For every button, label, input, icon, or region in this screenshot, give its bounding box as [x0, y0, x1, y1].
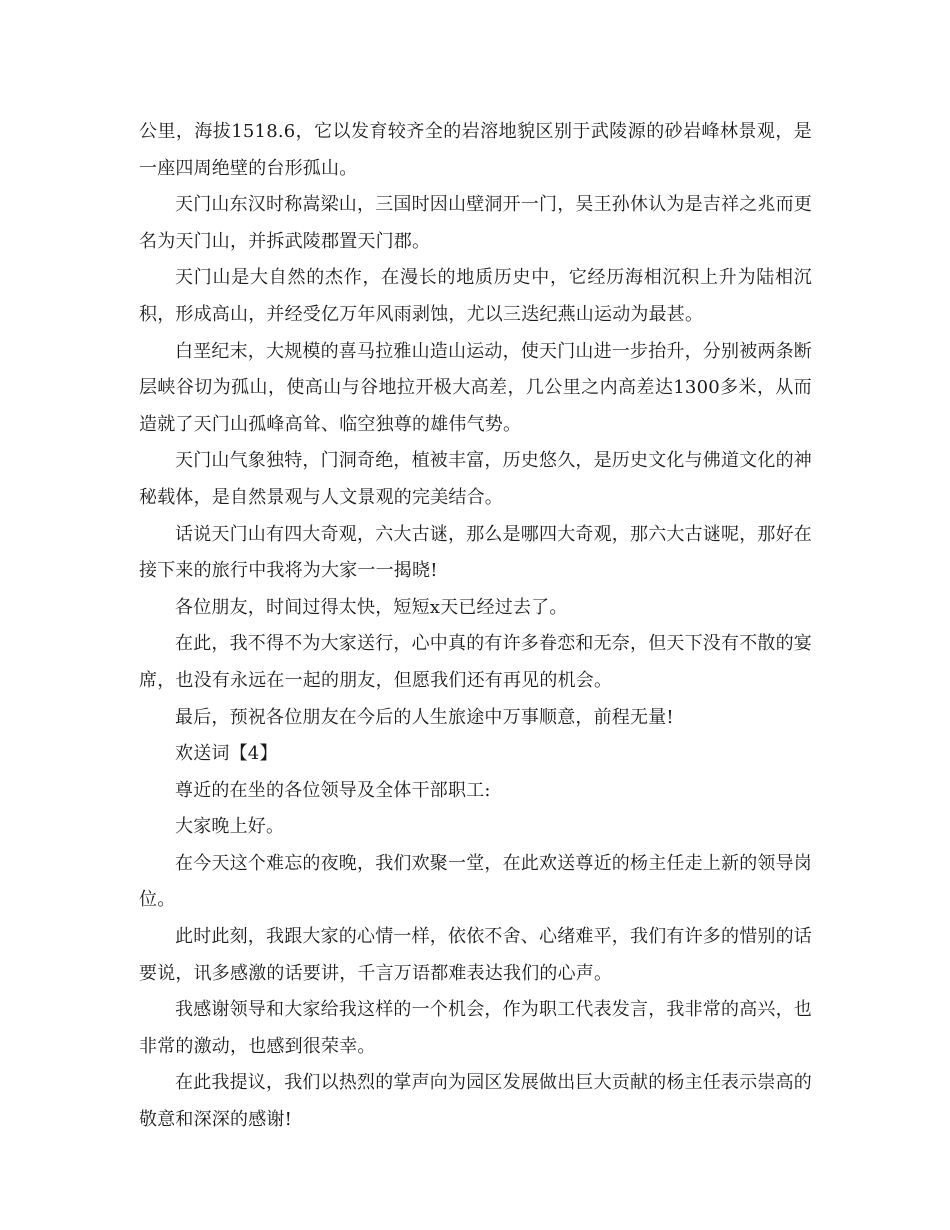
salutation: 尊近的在坐的各位领导及全体干部职工:: [175, 779, 491, 801]
paragraph: 天门山气象独特，门洞奇绝，植被丰富，历史悠久，是历史文化与佛道文化的神秘载体，是自然景观与人文景观的完美结合。: [139, 450, 812, 508]
paragraph: 话说天门山有四大奇观，六大古谜，那么是哪四大奇观，那六大古谜呢，那好在接下来的旅行中我将为大家一一揭晓!: [139, 523, 812, 582]
paragraph: 在此，我不得不为大家送行，心中真的有许多眷恋和无奈，但天下没有不散的宴席，也没有永远在一起的朋友，但愿我们还有再见的机会。: [139, 633, 812, 691]
paragraph: 在今天这个难忘的夜晚，我们欢聚一堂，在此欢送尊近的杨主任走上新的领导岗位。: [139, 852, 812, 911]
paragraph: 在此我提议，我们以热烈的掌声向为园区发展做出巨大贡献的杨主任表示崇高的敬意和深深的感谢!: [139, 1072, 812, 1131]
greeting: 大家晚上好。: [175, 816, 285, 838]
paragraph: 各位朋友，时间过得太快，短短x天已经过去了。: [175, 596, 568, 618]
paragraph: 天门山东汉时称嵩梁山，三国时因山壁洞开一门，吴王孙休认为是吉祥之兆而更名为天门山，并拆武陵郡置天门郡。: [139, 194, 812, 252]
paragraph: 此时此刻，我跟大家的心情一样，依依不舍、心绪难平，我们有许多的惜别的话要说，讯多感激的话要讲，千言万语都难表达我们的心声。: [139, 926, 812, 984]
section-heading: 欢送词【4】: [175, 743, 278, 765]
paragraph: 最后，预祝各位朋友在今后的人生旅途中万事顺意，前程无量!: [175, 706, 674, 728]
paragraph: 白垩纪末，大规模的喜马拉雅山造山运动，使天门山进一步抬升，分别被两条断层峡谷切为孤山，使高山与谷地拉开极大高差，几公里之内高差达1300多米，从而造就了天门山孤峰高耸、临空独尊的雄伟气势。: [139, 340, 812, 435]
paragraph: 天门山是大自然的杰作，在漫长的地质历史中，它经历海相沉积上升为陆相沉积，形成高山，并经受亿万年风雨剥蚀，尤以三迭纪燕山运动为最甚。: [139, 267, 812, 325]
paragraph: 公里，海拔1518.6，它以发育较齐全的岩溶地貌区别于武陵源的砂岩峰林景观，是一座四周绝壁的台形孤山。: [139, 121, 812, 179]
paragraph: 我感谢领导和大家给我这样的一个机会，作为职工代表发言，我非常的高兴，也非常的激动，也感到很荣幸。: [139, 999, 812, 1057]
